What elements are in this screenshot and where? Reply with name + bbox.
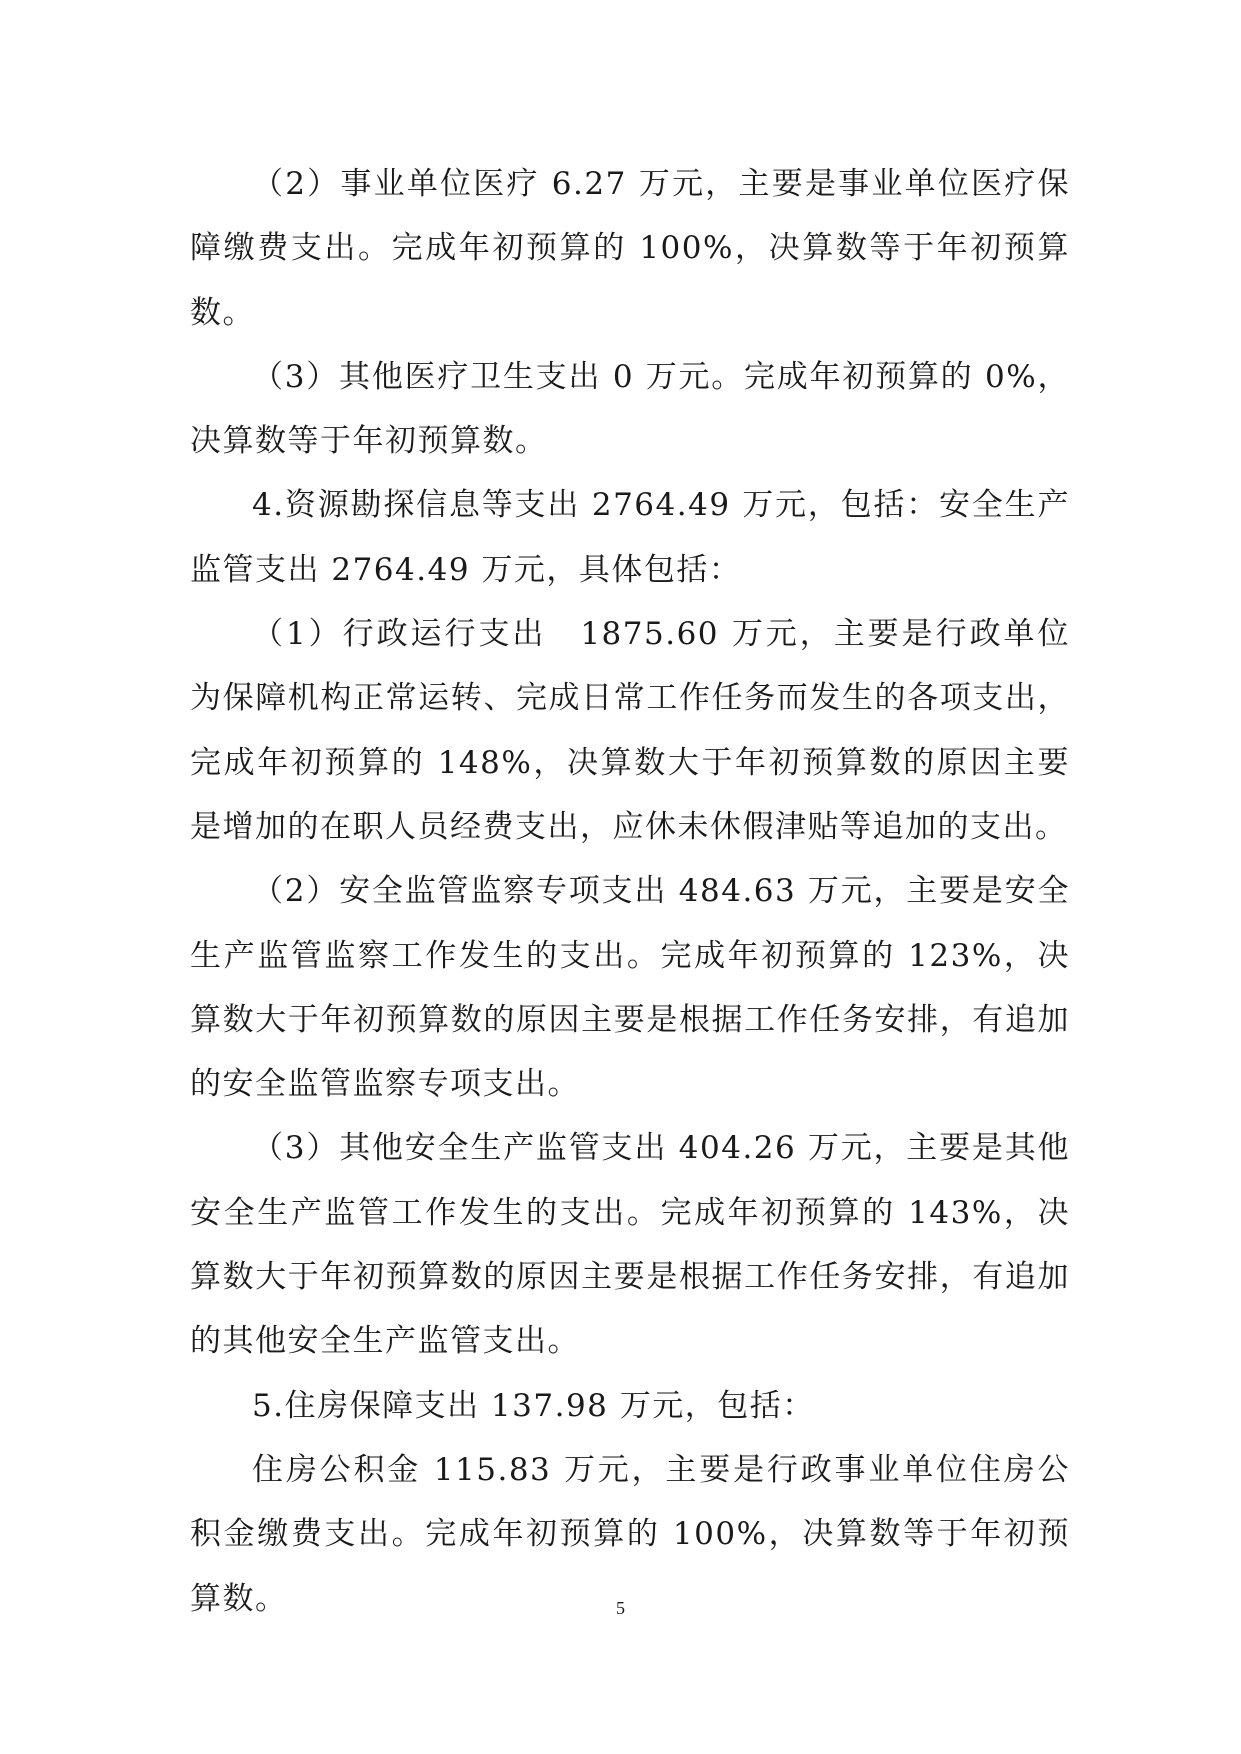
page-number: 5 xyxy=(616,1598,625,1618)
paragraph-housing-fund: 住房公积金 115.83 万元，主要是行政事业单位住房公积金缴费支出。完成年初预算的 100%，决算数等于年初预算数。 xyxy=(190,1451,1070,1617)
document-body xyxy=(190,152,1070,1631)
paragraph-medical-institution: （2）事业单位医疗 6.27 万元，主要是事业单位医疗保障缴费支出。完成年初预算的 100%，决算数等于年初预算数。 xyxy=(190,166,1070,331)
paragraph-safety-supervision-special: （2）安全监管监察专项支出 484.63 万元，主要是安全生产监管监察工作发生的支出。完成年初预算的 123%，决算数大于年初预算数的原因主要是根据工作任务安排，有追加的安全监管监察专项支出。 xyxy=(190,873,1070,1103)
paragraph-housing-security: 5.住房保障支出 137.98 万元，包括： xyxy=(252,1387,815,1424)
paragraph-resource-exploration: 4.资源勘探信息等支出 2764.49 万元，包括：安全生产监管支出 2764.49 万元，具体包括： xyxy=(190,487,1070,588)
paragraph-administrative-operation: （1）行政运行支出 1875.60 万元，主要是行政单位为保障机构正常运转、完成日常工作任务而发生的各项支出，完成年初预算的 148%，决算数大于年初预算数的原因主要是增加的在职人员经费支出，应休未休假津贴等追加的支出。 xyxy=(190,616,1070,845)
paragraph-other-medical: （3）其他医疗卫生支出 0 万元。完成年初预算的 0%，决算数等于年初预算数。 xyxy=(190,358,1070,460)
paragraph-other-safety-supervision: （3）其他安全生产监管支出 404.26 万元，主要是其他安全生产监管工作发生的支出。完成年初预算的 143%，决算数大于年初预算数的原因主要是根据工作任务安排，有追加的其他安全生产监管支出。 xyxy=(190,1130,1070,1360)
